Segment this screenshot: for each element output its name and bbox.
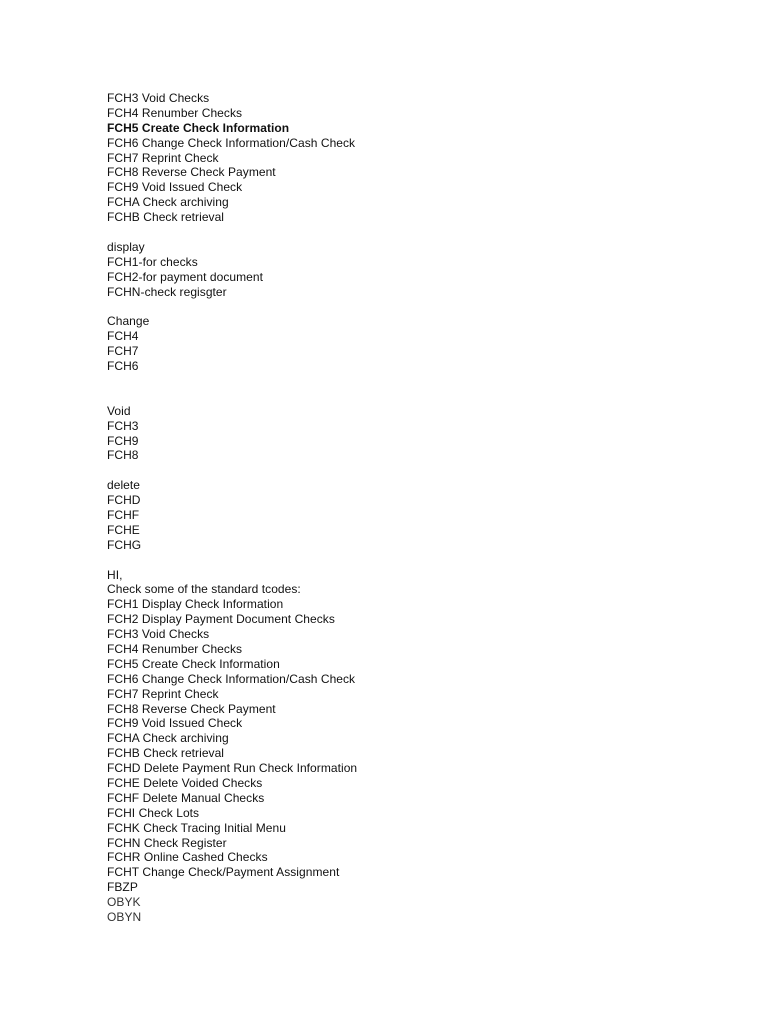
section-heading: Void [107, 403, 131, 418]
text-line: FCHN-check regisgter [107, 284, 227, 299]
text-line: FCH1-for checks [107, 254, 198, 269]
display-section [107, 240, 707, 300]
spacer [107, 553, 707, 568]
standard-tcodes-section [107, 568, 707, 925]
text-line: FCHF Delete Manual Checks [107, 790, 265, 805]
spacer [107, 299, 707, 314]
change-section [107, 314, 707, 374]
text-line: FCHA Check archiving [107, 731, 229, 746]
void-section [107, 404, 707, 464]
tcode-list-1 [107, 91, 707, 225]
text-line: FCH7 [107, 344, 139, 359]
text-line: FCHK Check Tracing Initial Menu [107, 820, 286, 835]
spacer [107, 374, 707, 404]
text-line: FCHA Check archiving [107, 195, 229, 210]
text-line: FCH3 Void Checks [107, 91, 210, 105]
text-line: FCH2 Display Payment Document Checks [107, 612, 335, 627]
text-line: FCHD [107, 493, 141, 508]
text-line: FCH6 Change Check Information/Cash Check [107, 135, 356, 150]
text-line: FCHF [107, 507, 140, 522]
greeting: HI, [107, 567, 123, 582]
text-line: FCH8 Reverse Check Payment [107, 165, 276, 180]
text-line: FCHD Delete Payment Run Check Information [107, 761, 358, 776]
text-line: FCH3 [107, 418, 139, 433]
section-heading: delete [107, 478, 140, 493]
text-line-bold: FCH5 Create Check Information [107, 120, 290, 135]
document-body [107, 91, 707, 925]
text-line: FBZP [107, 880, 138, 895]
intro-text: Check some of the standard tcodes: [107, 582, 301, 597]
text-line: OBYN [107, 910, 142, 924]
text-line: FCH2-for payment document [107, 269, 263, 284]
text-line: FCH7 Reprint Check [107, 686, 219, 701]
section-heading: Change [107, 314, 150, 329]
text-line: FCH8 [107, 448, 139, 463]
text-line: FCHN Check Register [107, 835, 227, 850]
text-line: FCH8 Reverse Check Payment [107, 701, 276, 716]
text-line: FCH9 [107, 433, 139, 448]
text-line: FCHE [107, 522, 140, 537]
text-line: FCHE Delete Voided Checks [107, 775, 263, 790]
text-line: FCHR Online Cashed Checks [107, 850, 268, 865]
text-line: FCH5 Create Check Information [107, 656, 280, 671]
text-line: FCH4 [107, 329, 139, 344]
spacer [107, 463, 707, 478]
text-line: FCH6 Change Check Information/Cash Check [107, 671, 356, 686]
text-line: FCH1 Display Check Information [107, 597, 284, 612]
text-line: FCH4 Renumber Checks [107, 105, 243, 120]
delete-section [107, 478, 707, 552]
text-line: FCH3 Void Checks [107, 627, 210, 642]
text-line: FCHB Check retrieval [107, 746, 225, 761]
text-line: OBYK [107, 895, 141, 910]
text-line: FCH9 Void Issued Check [107, 716, 243, 731]
text-line: FCHI Check Lots [107, 805, 200, 820]
section-heading: display [107, 239, 145, 254]
text-line: FCHT Change Check/Payment Assignment [107, 865, 340, 880]
text-line: FCHG [107, 537, 142, 552]
text-line: FCH4 Renumber Checks [107, 641, 243, 656]
text-line: FCH9 Void Issued Check [107, 180, 243, 195]
spacer [107, 225, 707, 240]
text-line: FCH6 [107, 359, 139, 374]
text-line: FCHB Check retrieval [107, 210, 225, 225]
text-line: FCH7 Reprint Check [107, 150, 219, 165]
